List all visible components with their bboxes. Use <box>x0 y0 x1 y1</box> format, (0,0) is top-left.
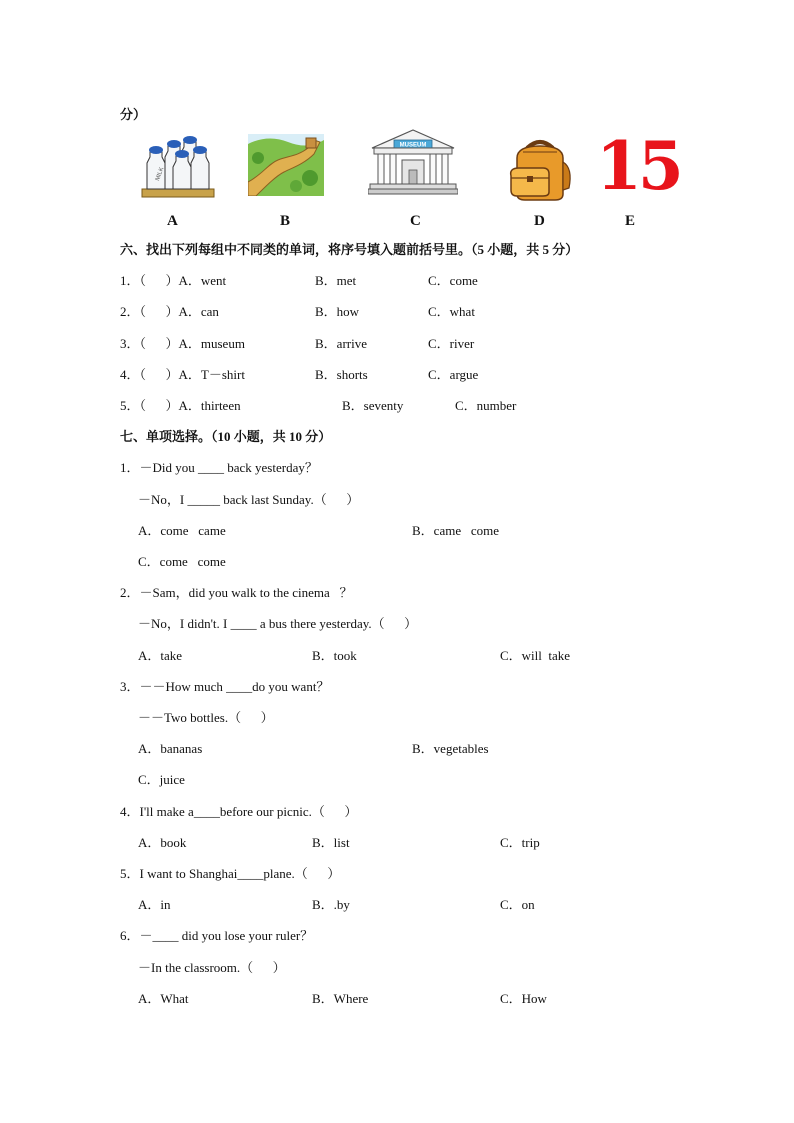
s7-q3-c: C．juice <box>138 772 185 787</box>
section-6-title: 六、找出下列每组中不同类的单词，将序号填入题前括号里。（5 小题，共 5 分） <box>120 242 579 257</box>
s7-q6-reply: －In the classroom.（ ） <box>138 960 286 975</box>
s7-q3-reply: －－Two bottles.（ ） <box>138 710 274 725</box>
picture-letter-a: A <box>167 213 178 229</box>
s6-q3-b: B．arrive <box>315 336 367 351</box>
picture-letter-d: D <box>534 213 545 229</box>
s7-q2-b: B．took <box>312 648 357 663</box>
s7-q3-b: B．vegetables <box>412 741 489 756</box>
s7-q2-stem: 2．－Sam，did you walk to the cinema ？ <box>120 585 353 600</box>
header-tail: 分） <box>120 107 147 122</box>
s7-q4-b: B．list <box>312 835 350 850</box>
s6-q5-b: B．seventy <box>342 398 404 413</box>
s6-q2-a: 2．（ ）A．can <box>120 304 219 319</box>
s6-q1-c: C．come <box>428 273 478 288</box>
s7-q1-a: A．come came <box>138 523 226 538</box>
s7-q5-c: C．on <box>500 897 535 912</box>
s6-q4-b: B．shorts <box>315 367 368 382</box>
s7-q5-a: A．in <box>138 897 171 912</box>
s6-q2-c: C．what <box>428 304 475 319</box>
picture-letter-e: E <box>625 213 636 229</box>
s6-q3-c: C．river <box>428 336 475 351</box>
s7-q4-a: A．book <box>138 835 187 850</box>
s6-q4-a: 4．（ ）A．T－shirt <box>120 367 245 382</box>
s7-q6-a: A．What <box>138 991 189 1006</box>
s6-q1-a: 1．（ ）A．went <box>120 273 227 288</box>
s6-q5-a: 5．（ ）A．thirteen <box>120 398 241 413</box>
s7-q4-stem: 4．I'll make a____before our picnic.（ ） <box>120 804 358 819</box>
s7-q1-b: B．came come <box>412 523 499 538</box>
milk-bottles-icon <box>140 133 216 199</box>
section-7-title: 七、单项选择。（10 小题，共 10 分） <box>120 429 332 444</box>
picture-letter-c: C <box>410 213 421 229</box>
s7-q2-reply: －No，I didn't. I ____ a bus there yesterday.（ ） <box>138 616 418 631</box>
s7-q6-stem: 6．－____ did you lose your ruler？ <box>120 928 314 943</box>
s6-q4-c: C．argue <box>428 367 479 382</box>
s7-q1-c: C．come come <box>138 554 226 569</box>
svg-text:MILK: MILK <box>154 166 166 182</box>
s6-q2-b: B．how <box>315 304 360 319</box>
picture-letter-b: B <box>280 213 291 229</box>
s7-q5-b: B．.by <box>312 897 350 912</box>
backpack-icon <box>505 138 575 202</box>
museum-icon <box>368 126 458 196</box>
number-15-icon: 15 <box>596 127 680 205</box>
s6-q3-a: 3．（ ）A．museum <box>120 336 245 351</box>
s7-q1-reply: －No，I _____ back last Sunday.（ ） <box>138 492 360 507</box>
svg-text:MUSEUM: MUSEUM <box>399 142 427 149</box>
s7-q2-a: A．take <box>138 648 183 663</box>
s7-q5-stem: 5．I want to Shanghai____plane.（ ） <box>120 866 341 881</box>
s7-q3-a: A．bananas <box>138 741 203 756</box>
s7-q6-c: C．How <box>500 991 547 1006</box>
s7-q3-stem: 3．－－How much ____do you want？ <box>120 679 330 694</box>
great-wall-icon <box>248 134 324 196</box>
s7-q6-b: B．Where <box>312 991 369 1006</box>
s7-q2-c: C．will take <box>500 648 571 663</box>
s6-q5-c: C．number <box>455 398 517 413</box>
s7-q4-c: C．trip <box>500 835 540 850</box>
s7-q1-stem: 1．－Did you ____ back yesterday？ <box>120 460 318 475</box>
s6-q1-b: B．met <box>315 273 357 288</box>
